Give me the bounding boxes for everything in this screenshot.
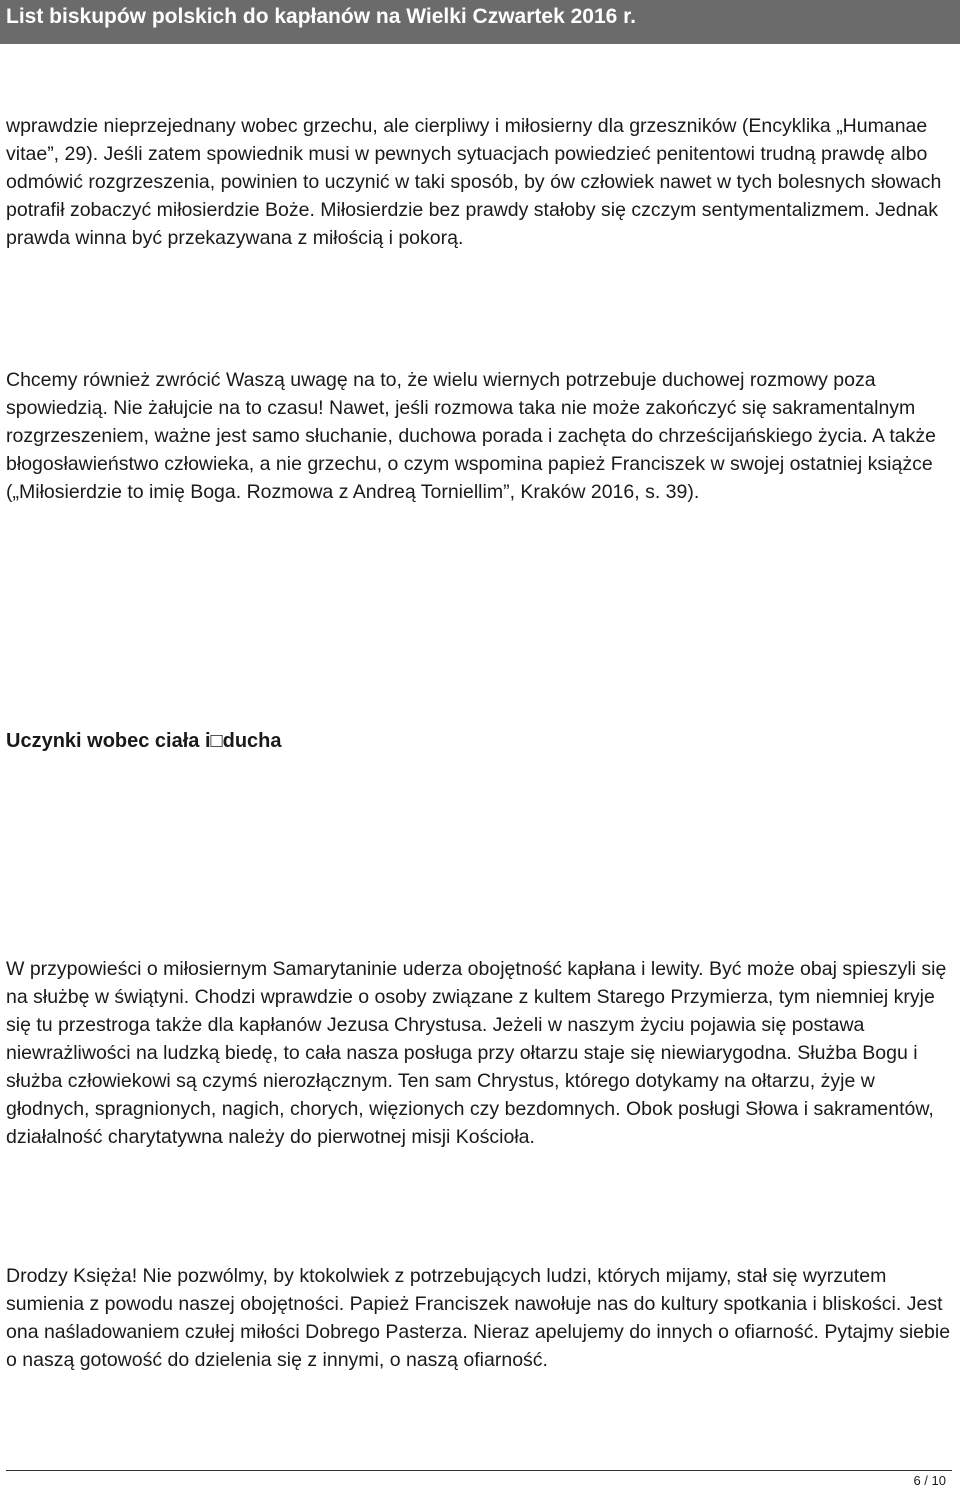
paragraph-appeal: Drodzy Księża! Nie pozwólmy, by ktokolwiek z potrzebujących ludzi, których mijamy, stał się wyrzutem sumienia z powodu naszej obojętności. Papież Franciszek nawołuje nas do kultury spotkania i bliskości. Jest ona naśladowaniem czułej miłości Dobrego Pasterza. Nieraz apelujemy do innych o ofiarność. Pytajmy siebie o naszą gotowość do dzielenia się z innymi, o naszą ofiarność. bbox=[6, 1265, 951, 1371]
section-heading: Uczynki wobec ciała i□ducha bbox=[6, 730, 282, 752]
paragraph-spiritual-conversation: Chcemy również zwrócić Waszą uwagę na to, że wielu wiernych potrzebuje duchowej rozmowy poza spowiedzią. Nie żałujcie na to czasu! Nawet, jeśli rozmowa taka nie może zakończyć się sakramentalnym rozgrzeszeniem, ważne jest samo słuchanie, duchowa porada i zachęta do chrześcijańskiego życia. A także błogosławieństwo człowieka, a nie grzechu, o czym wspomina papież Franciszek w swojej ostatniej książce („Miłosierdzie to imię Boga. Rozmowa z Andreą Torniellim”, Kraków 2016, s. 39). bbox=[6, 369, 936, 503]
document-title: List biskupów polskich do kapłanów na Wielki Czwartek 2016 r. bbox=[6, 5, 636, 28]
paragraph-samaritan: W przypowieści o miłosiernym Samarytaninie uderza obojętność kapłana i lewity. Być może obaj spieszyli się na służbę w świątyni. Chodzi wprawdzie o osoby związane z kultem Starego Przymierza, tym niemniej kryje się tu przestroga także dla kapłanów Jezusa Chrystusa. Jeżeli w naszym życiu pojawia się postawa niewrażliwości na ludzką biedę, to cała nasza posługa przy ołtarzu staje się niewiarygodna. Służba Bogu i służba człowiekowi są czymś nierozłącznym. Ten sam Chrystus, którego dotykamy na ołtarzu, żyje w głodnych, spragnionych, nagich, chorych, więzionych czy bezdomnych. Obok posługi Słowa i sakramentów, działalność charytatywna należy do pierwotnej misji Kościoła. bbox=[6, 958, 947, 1148]
page-number: 6 / 10 bbox=[913, 1473, 946, 1488]
paragraph-confession: wprawdzie nieprzejednany wobec grzechu, ale cierpliwy i miłosierny dla grzeszników (Encyklika „Humanae vitae”, 29). Jeśli zatem spowiednik musi w pewnych sytuacjach powiedzieć penitentowi trudną prawdę albo odmówić rozgrzeszenia, powinien to uczynić w taki sposób, by ów człowiek nawet w tych bolesnych słowach potrafił zobaczyć miłosierdzie Boże. Miłosierdzie bez prawdy stałoby się czczym sentymentalizmem. Jednak prawda winna być przekazywana z miłością i pokorą. bbox=[6, 115, 942, 249]
footer-divider bbox=[6, 1470, 952, 1471]
page-header bbox=[0, 0, 960, 44]
